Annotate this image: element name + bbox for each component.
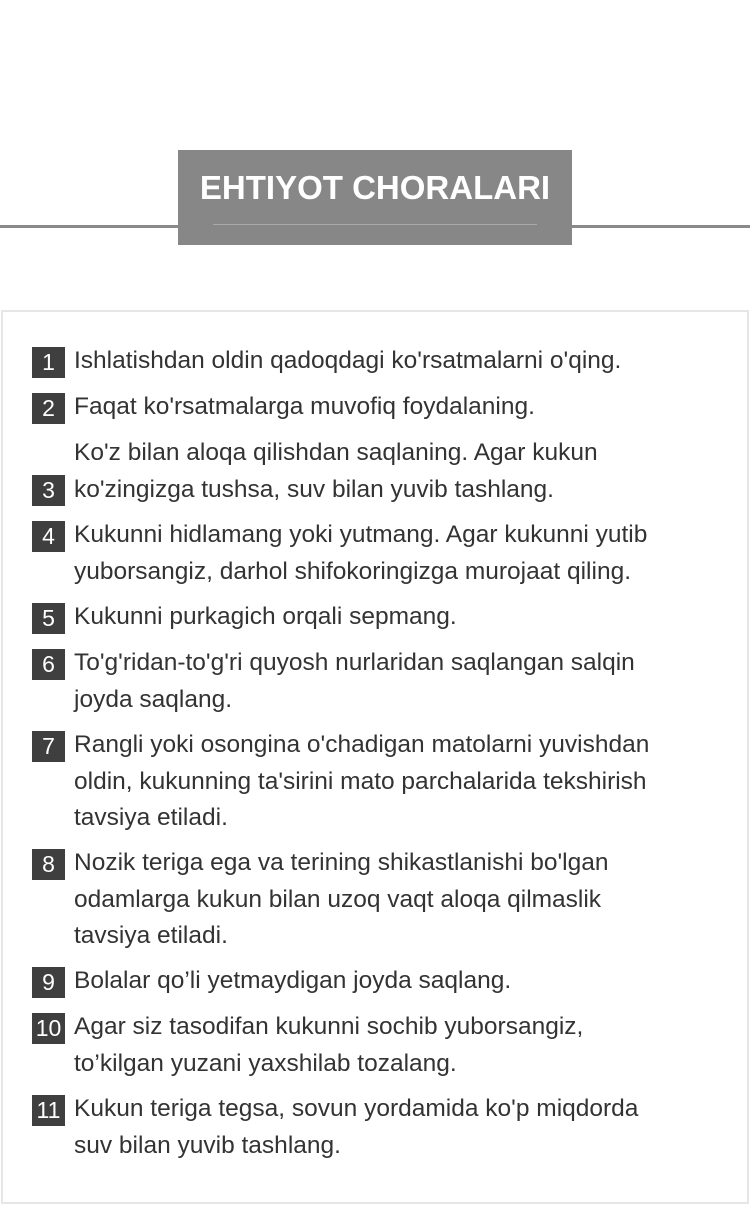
item-number-badge: 3 xyxy=(32,475,65,506)
item-number-badge: 7 xyxy=(32,731,65,762)
page-title: EHTIYOT CHORALARI xyxy=(199,169,551,206)
item-number-badge: 1 xyxy=(32,347,65,378)
item-text: Faqat ko'rsatmalarga muvofiq foydalaning. xyxy=(74,393,535,420)
item-number-badge: 5 xyxy=(32,603,65,634)
item-number-badge: 4 xyxy=(32,521,65,552)
item-text: Rangli yoki osongina o'chadigan matolarni yuvishdan oldin, kukunning ta'sirini mato parchalarida tekshirish tavsiya etiladi. xyxy=(74,731,650,831)
item-text: Ko'z bilan aloqa qilishdan saqlaning. Agar kukun ko'zingizga tushsa, suv bilan yuvib tashlang. xyxy=(74,439,598,503)
item-number-badge: 8 xyxy=(32,849,65,880)
item-text: To'g'ridan-to'g'ri quyosh nurlaridan saqlangan salqin joyda saqlang. xyxy=(74,649,635,713)
item-text: Bolalar qo’li yetmaydigan joyda saqlang. xyxy=(74,967,512,994)
item-number-badge: 11 xyxy=(32,1095,65,1126)
item-text: Ishlatishdan oldin qadoqdagi ko'rsatmalarni o'qing. xyxy=(74,347,622,374)
item-text: Kukunni hidlamang yoki yutmang. Agar kukunni yutib yuborsangiz, darhol shifokoringizga murojaat qiling. xyxy=(74,521,648,585)
item-number-badge: 10 xyxy=(32,1013,65,1044)
item-number-badge: 6 xyxy=(32,649,65,680)
item-text: Agar siz tasodifan kukunni sochib yuborsangiz, to’kilgan yuzani yaxshilab tozalang. xyxy=(74,1013,584,1077)
item-number-badge: 9 xyxy=(32,967,65,998)
title-banner xyxy=(178,150,572,245)
item-text: Kukun teriga tegsa, sovun yordamida ko'p miqdorda suv bilan yuvib tashlang. xyxy=(74,1095,639,1159)
item-text: Kukunni purkagich orqali sepmang. xyxy=(74,603,457,630)
item-text: Nozik teriga ega va terining shikastlanishi bo'lgan odamlarga kukun bilan uzoq vaqt aloqa qilmaslik tavsiya etiladi. xyxy=(74,849,609,949)
title-underline xyxy=(213,224,537,225)
item-number-badge: 2 xyxy=(32,393,65,424)
